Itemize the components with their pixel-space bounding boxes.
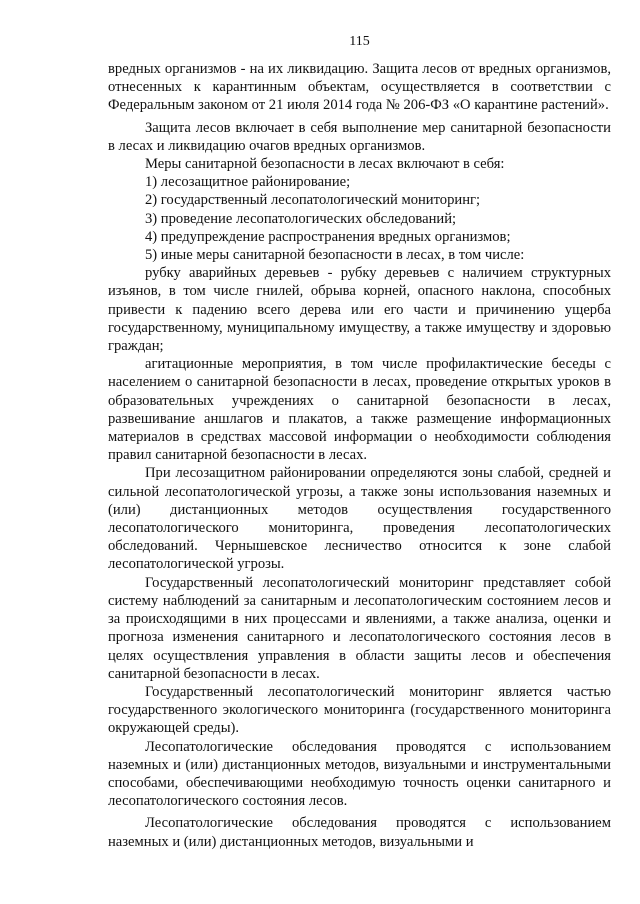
paragraph-emergency-felling: рубку аварийных деревьев - рубку деревьев с наличием структурных изъянов, в том числе гнилей, обрыва корней, опасного наклона, способных привести к падению всего дерева или его части и причинению ущерба государственному, муниципальному имуществу, а также имуществу и здоровью граждан;: [108, 265, 611, 355]
page-number: 115: [349, 34, 370, 49]
paragraph-awareness-activities: агитационные мероприятия, в том числе профилактические беседы с населением о санитарной безопасности в лесах, проведение открытых уроков в образовательных учреждениях о санитарной безопасности в лесах, развешивание аншлагов и плакатов, а также размещение информационных материалов в средствах массовой информации о необходимости соблюдения правил санитарной безопасности в лесах.: [108, 356, 611, 464]
paragraph-surveys: Лесопатологические обследования проводятся с использованием наземных и (или) дистанционных методов, визуальными и инструментальными способами, обеспечивающими необходимую точность оценки санитарного и лесопатологического состояния лесов.: [108, 738, 611, 810]
paragraph-surveys-repeat: Лесопатологические обследования проводятся с использованием наземных и (или) дистанционных методов, визуальными и: [108, 815, 611, 850]
paragraph-monitoring-part: Государственный лесопатологический мониторинг является частью государственного экологического мониторинга (государственного мониторинга окружающей среды).: [108, 683, 611, 737]
paragraph-zoning: При лесозащитном районировании определяются зоны слабой, средней и сильной лесопатологической угрозы, а также зоны использования наземных и (или) дистанционных методов осуществления государственного лесопатологического мониторинга, проведения лесопатологических обследований. Чернышевское лесничество относится к зоне слабой лесопатологической угрозы.: [108, 465, 611, 573]
document-page: [108, 0, 611, 851]
list-item-1: 1) лесозащитное районирование;: [145, 174, 351, 191]
list-item-5: 5) иные меры санитарной безопасности в лесах, в том числе:: [145, 247, 525, 264]
list-item-2: 2) государственный лесопатологический мониторинг;: [145, 192, 481, 209]
list-item-4: 4) предупреждение распространения вредных организмов;: [145, 228, 511, 245]
document-body: [108, 60, 611, 851]
paragraph-continuation: вредных организмов - на их ликвидацию. Защита лесов от вредных организмов, отнесенных к карантинным объектам, осуществляется в соответствии с Федеральным законом от 21 июля 2014 года № 206-ФЗ «О карантине растений».: [108, 61, 611, 114]
paragraph-protection-includes: Защита лесов включает в себя выполнение мер санитарной безопасности в лесах и ликвидацию очагов вредных организмов.: [108, 119, 611, 154]
paragraph-monitoring-definition: Государственный лесопатологический мониторинг представляет собой систему наблюдений за санитарным и лесопатологическим состоянием лесов и за происходящими в них процессами и явлениями, а также анализа, оценки и прогноза изменения санитарного и лесопатологического состояния лесов в целях осуществления управления в области защиты лесов и обеспечения санитарной безопасности в лесах.: [108, 574, 611, 682]
list-item-3: 3) проведение лесопатологических обследований;: [145, 210, 457, 227]
paragraph-measures-intro: Меры санитарной безопасности в лесах включают в себя:: [145, 156, 505, 173]
